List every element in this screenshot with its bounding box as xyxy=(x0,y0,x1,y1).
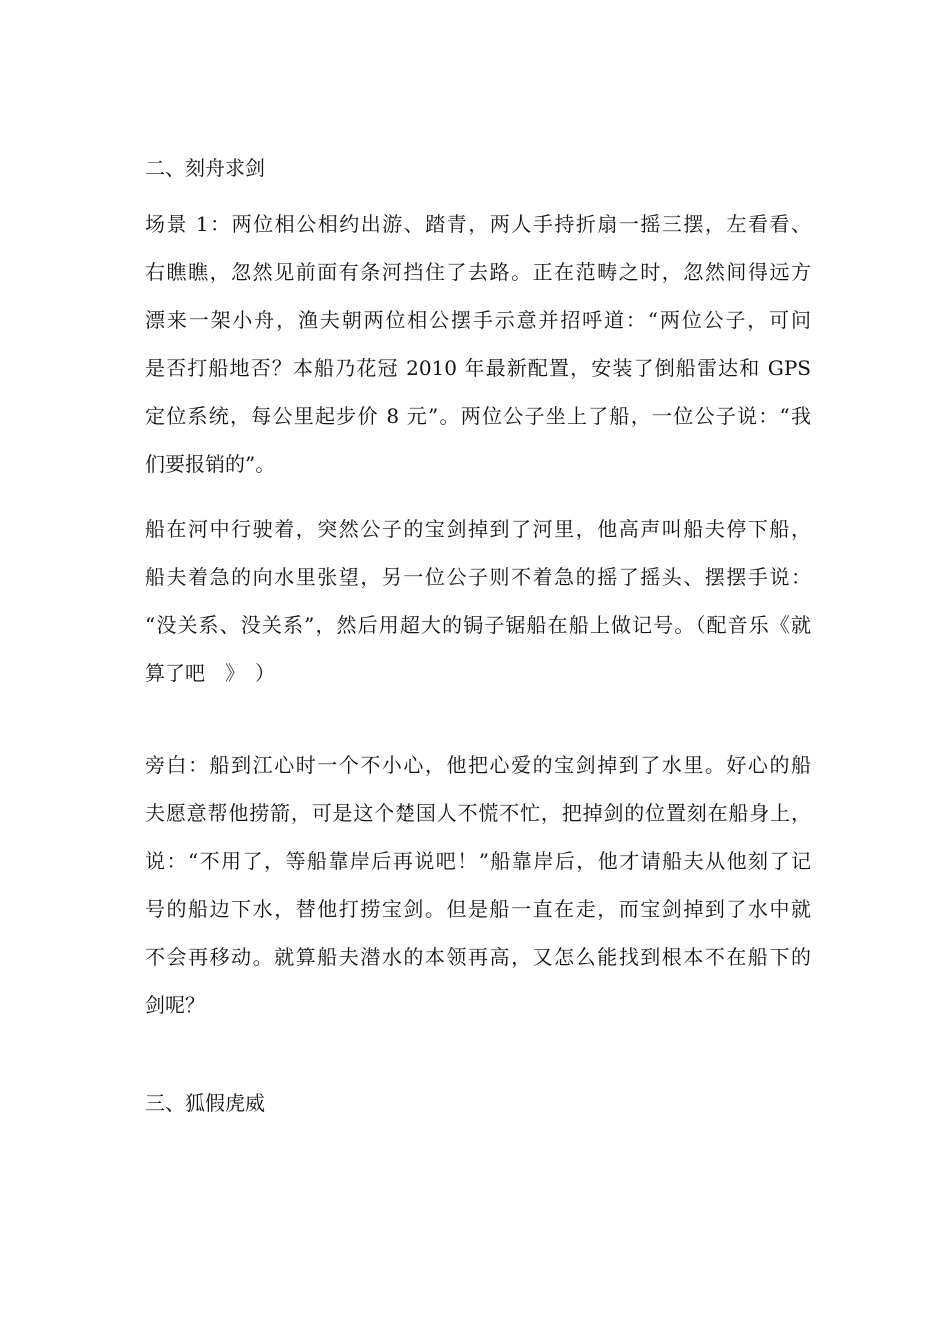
paragraph-line: 们要报销的”。 xyxy=(145,452,276,476)
paragraph-line: 漂来一架小舟，渔夫朝两位相公摆手示意并招呼道：“两位公子，可问 xyxy=(145,308,811,332)
paragraph-line: 定位系统，每公里起步价 8 元”。两位公子坐上了船，一位公子说：“我 xyxy=(145,404,811,428)
paragraph-line: 夫愿意帮他捞箭，可是这个楚国人不慌不忙，把掉剑的位置刻在船身上， xyxy=(145,801,811,825)
scene-1-paragraph xyxy=(145,200,811,488)
paragraph-line: “没关系、没关系”，然后用超大的锔子锯船在船上做记号。（配音乐《就 xyxy=(145,613,811,637)
narration-paragraph xyxy=(145,741,811,1029)
section-heading-hu-jia-hu-wei: 三、狐假虎威 xyxy=(145,1091,265,1115)
paragraph-line: 是否打船地否？本船乃花冠 2010 年最新配置，安装了倒船雷达和 GPS xyxy=(145,356,811,380)
paragraph-line: 说：“不用了，等船靠岸后再说吧！”船靠岸后，他才请船夫从他刻了记 xyxy=(145,849,811,873)
paragraph-line: 右瞧瞧，忽然见前面有条河挡住了去路。正在范畴之时，忽然间得远方 xyxy=(145,260,811,284)
boat-scene-paragraph xyxy=(145,505,811,697)
paragraph-line: 算了吧 》 ） xyxy=(145,661,275,685)
paragraph-line: 不会再移动。就算船夫潜水的本领再高，又怎么能找到根本不在船下的 xyxy=(145,945,811,969)
paragraph-line: 号的船边下水，替他打捞宝剑。但是船一直在走，而宝剑掉到了水中就 xyxy=(145,897,811,921)
paragraph-line: 船在河中行驶着，突然公子的宝剑掉到了河里，他高声叫船夫停下船， xyxy=(145,517,811,541)
paragraph-line: 旁白：船到江心时一个不小心，他把心爱的宝剑掉到了水里。好心的船 xyxy=(145,753,811,777)
paragraph-line: 剑呢？ xyxy=(145,993,205,1017)
section-heading-ke-zhou-qiu-jian: 二、刻舟求剑 xyxy=(145,156,265,180)
paragraph-line: 船夫着急的向水里张望，另一位公子则不着急的摇了摇头、摆摆手说： xyxy=(145,565,811,589)
paragraph-line: 场景 1：两位相公相约出游、踏青，两人手持折扇一摇三摆，左看看、 xyxy=(145,212,811,236)
